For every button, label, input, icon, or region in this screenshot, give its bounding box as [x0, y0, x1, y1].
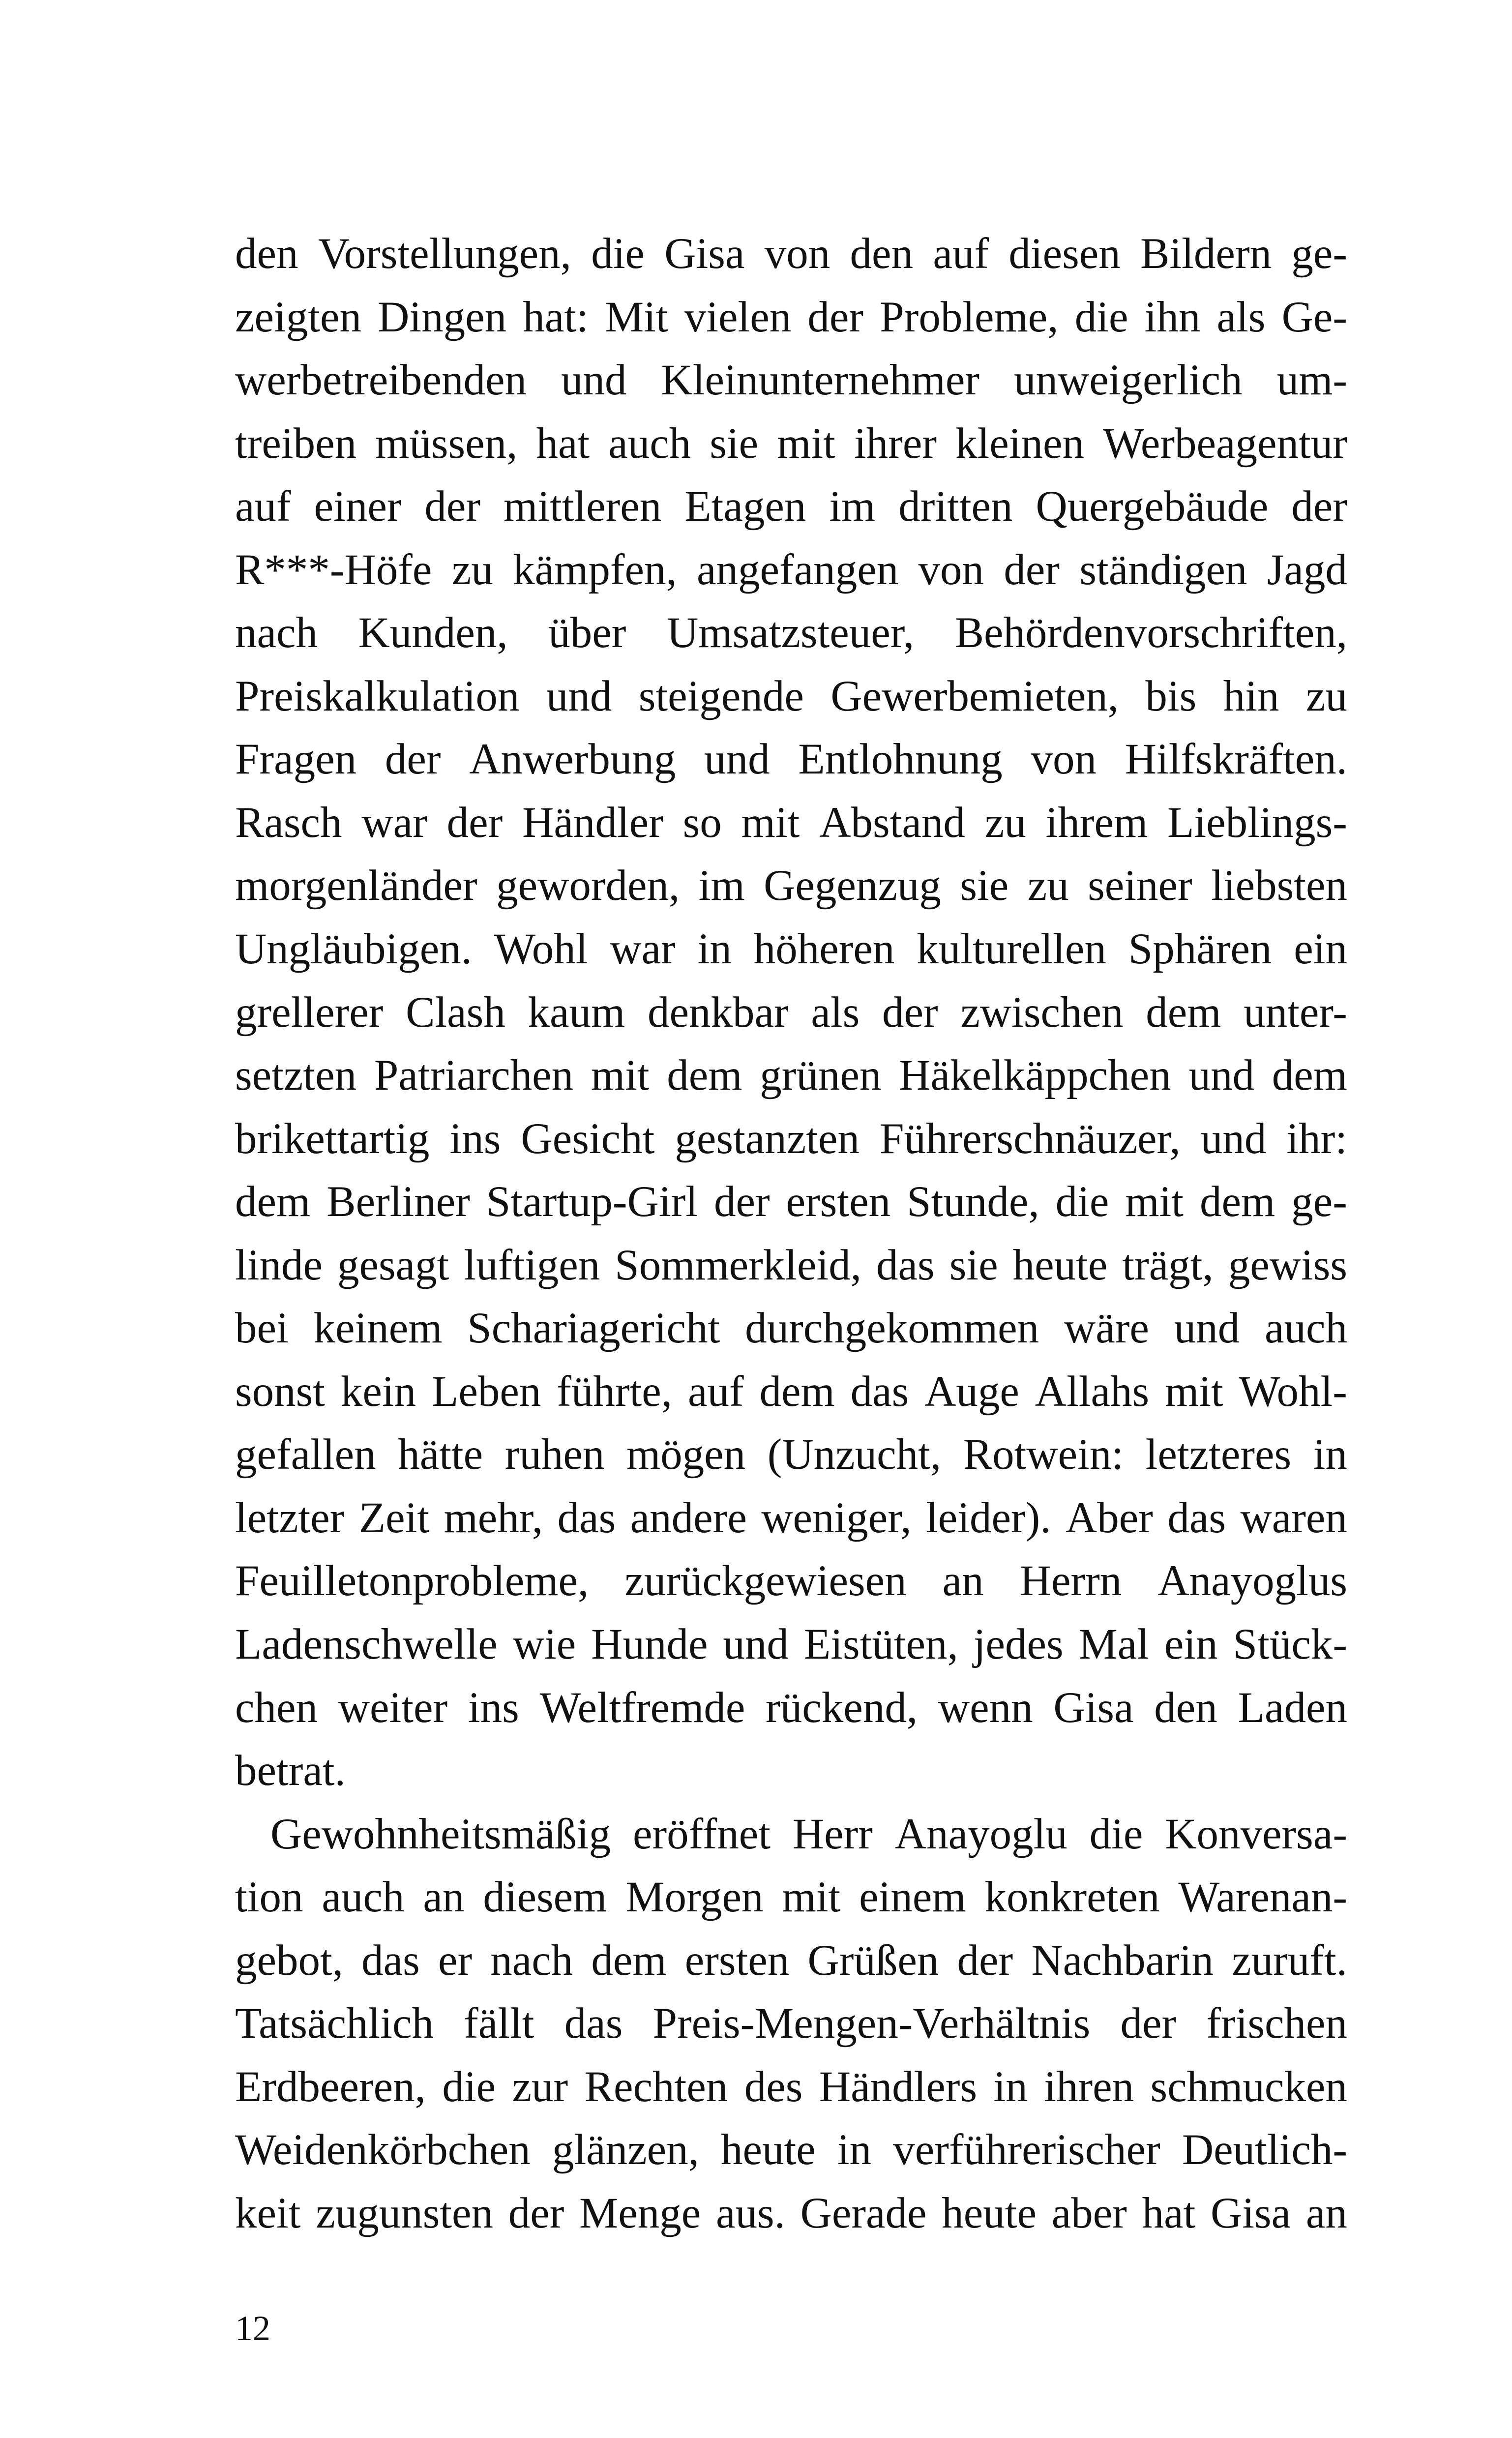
word: betrat. [235, 1747, 346, 1795]
word: keit [235, 2189, 301, 2237]
paragraph [235, 222, 1347, 1803]
word: Rechten [584, 2062, 728, 2111]
word: das [850, 1367, 909, 1416]
word: mit [591, 1051, 650, 1100]
page-number: 12 [235, 2309, 270, 2348]
word: Behördenvorschriften, [954, 609, 1347, 657]
word: den [235, 230, 298, 278]
word: er [438, 1936, 473, 1985]
text-line [235, 1613, 1347, 1676]
word: hin [1223, 672, 1279, 720]
word: auch [322, 1873, 405, 1922]
word: wäre [1064, 1304, 1149, 1353]
word: Gisa [1053, 1683, 1134, 1732]
word: ihn [1144, 293, 1201, 341]
word: Nachbarin [1031, 1936, 1214, 1985]
word: chen [235, 1683, 318, 1732]
word: grellerer [235, 988, 384, 1037]
word: Rotwein: [963, 1430, 1124, 1479]
word: dem [1146, 988, 1221, 1037]
word: wie [512, 1620, 576, 1669]
word: Hilfskräften. [1125, 735, 1347, 784]
word: Gesicht [521, 1114, 655, 1163]
word: auf [933, 230, 989, 278]
word: Hunde [591, 1620, 708, 1669]
word: führte, [557, 1367, 673, 1416]
word: morgenländer [235, 862, 477, 910]
word: sonst [235, 1367, 325, 1416]
word: der [1291, 482, 1347, 531]
word: in [697, 925, 732, 974]
word: Stück- [1233, 1620, 1347, 1669]
word: Sphären [1128, 925, 1272, 974]
word: in [837, 2126, 872, 2174]
text-line [235, 665, 1347, 728]
word: im [829, 482, 876, 531]
text-line [235, 1866, 1347, 1929]
word: um- [1276, 356, 1347, 405]
word: weiter [338, 1683, 448, 1732]
word: Jagd [1267, 545, 1347, 594]
word: (Unzucht, [767, 1430, 942, 1479]
word: mittleren [504, 482, 662, 531]
word: Erdbeeren, [235, 2062, 426, 2111]
word: wenn [938, 1683, 1033, 1732]
word: Herr [792, 1810, 873, 1858]
word: andere [630, 1493, 747, 1542]
word: ihrer [854, 419, 937, 468]
word: Stunde, [907, 1178, 1039, 1226]
word: im [698, 862, 745, 910]
text-line [235, 1487, 1347, 1550]
word: auch [1264, 1304, 1347, 1353]
word: Sommerkleid, [615, 1241, 862, 1289]
word: Feuilletonprobleme, [235, 1557, 589, 1606]
word: der [1004, 545, 1060, 594]
word: das [557, 1493, 616, 1542]
word: schmucken [1150, 2062, 1347, 2111]
word: Ungläubigen. [235, 925, 472, 974]
word: der [713, 1178, 770, 1226]
text-line [235, 2118, 1347, 2182]
word: in [1313, 1430, 1347, 1479]
text-line [235, 1107, 1347, 1171]
word: Werbeagentur [1103, 419, 1347, 468]
word: ge- [1291, 230, 1347, 278]
text-line [235, 1929, 1347, 1992]
word: dritten [898, 482, 1013, 531]
word: kämpfen, [513, 545, 677, 594]
word: zugunsten [316, 2189, 494, 2237]
word: Dingen [378, 293, 507, 341]
word: bis [1145, 672, 1197, 720]
word: Schariagericht [467, 1304, 720, 1353]
word: Kleinunternehmer [661, 356, 979, 405]
word: Bildern [1140, 230, 1272, 278]
word: Grüßen [807, 1936, 939, 1985]
word: der [446, 798, 503, 847]
text-line [235, 918, 1347, 981]
word: vielen [684, 293, 792, 341]
word: müssen, [375, 419, 518, 468]
word: geworden, [496, 862, 680, 910]
word: Führerschnäuzer, [880, 1114, 1181, 1163]
word: Leben [432, 1367, 541, 1416]
word: über [548, 609, 626, 657]
word: mehr, [444, 1493, 543, 1542]
word: der [1120, 1999, 1177, 2048]
word: denkbar [648, 988, 789, 1037]
word: die [442, 2062, 496, 2111]
word: und [1188, 1051, 1254, 1100]
word: leider). [926, 1493, 1051, 1542]
word: angefangen [697, 545, 899, 594]
paragraph [235, 1803, 1347, 2245]
word: die [591, 230, 645, 278]
body-text [235, 222, 1347, 2245]
word: zu [1305, 672, 1347, 720]
word: Häkelkäppchen [899, 1051, 1171, 1100]
text-line [235, 1234, 1347, 1297]
word: nach [490, 1936, 573, 1985]
text-line [235, 1803, 1347, 1866]
word: gesagt [337, 1241, 449, 1289]
word: ein [1294, 925, 1347, 974]
word: sie [949, 1241, 998, 1289]
word: der [882, 988, 938, 1037]
word: und [561, 356, 627, 405]
text-line [235, 222, 1347, 286]
word: Warenan- [1178, 1873, 1347, 1922]
text-line [235, 1044, 1347, 1107]
word: brikettartig [235, 1114, 430, 1163]
word: mit [782, 1873, 841, 1922]
word: sie [710, 419, 759, 468]
word: Morgen [625, 1873, 764, 1922]
word: ins [449, 1114, 501, 1163]
word: zu [451, 545, 493, 594]
word: und [723, 1620, 789, 1669]
word: heute [720, 2126, 816, 2174]
word: sie [960, 862, 1009, 910]
word: liebsten [1211, 862, 1347, 910]
word: Anayoglus [1157, 1557, 1347, 1606]
word: mit [1125, 1178, 1184, 1226]
word: Probleme, [880, 293, 1059, 341]
word: höheren [753, 925, 895, 974]
word: Gewerbemieten, [830, 672, 1119, 720]
word: grünen [760, 1051, 882, 1100]
word: hat [1142, 2189, 1196, 2237]
word: unter- [1244, 988, 1347, 1037]
text-line [235, 538, 1347, 602]
word: den [1154, 1683, 1217, 1732]
word: auf [687, 1367, 744, 1416]
word: war [361, 798, 427, 847]
word: ersten [786, 1178, 891, 1226]
word: Entlohnung [798, 735, 1003, 784]
word: zu [984, 798, 1026, 847]
word: Wohl [494, 925, 588, 974]
word: seiner [1088, 862, 1192, 910]
word: letzteres [1145, 1430, 1292, 1479]
text-line [235, 1676, 1347, 1740]
word: rückend, [766, 1683, 918, 1732]
word: Anwerbung [469, 735, 676, 784]
word: hätte [398, 1430, 483, 1479]
word: an [942, 1557, 984, 1606]
word: als [811, 988, 860, 1037]
word: jedes [973, 1620, 1064, 1669]
word: glänzen, [552, 2126, 699, 2174]
word: kaum [528, 988, 625, 1037]
word: Abstand [819, 798, 965, 847]
word: hat: [523, 293, 589, 341]
word: auch [608, 419, 691, 468]
word: Anayoglu [894, 1810, 1067, 1858]
word: kein [340, 1367, 416, 1416]
word: zuruft. [1232, 1936, 1347, 1985]
word: trägt, [1122, 1241, 1214, 1289]
word: eröffnet [632, 1810, 771, 1858]
text-line [235, 1992, 1347, 2055]
word: gewiss [1228, 1241, 1347, 1289]
word: einem [859, 1873, 966, 1922]
word: zurückgewiesen [624, 1557, 907, 1606]
word: unweigerlich [1013, 356, 1243, 405]
word: auf [235, 482, 291, 531]
word: verführerischer [893, 2126, 1160, 2174]
word: linde [235, 1241, 323, 1289]
word: die [1055, 1178, 1109, 1226]
word: der [385, 735, 441, 784]
word: werbetreibenden [235, 356, 527, 405]
word: mit [1165, 1367, 1223, 1416]
word: dem [759, 1367, 835, 1416]
word: dem [1272, 1051, 1347, 1100]
word: Mit [604, 293, 668, 341]
word: Umsatzsteuer, [667, 609, 915, 657]
word: dem [235, 1178, 311, 1226]
word: kleinen [955, 419, 1084, 468]
text-line [235, 475, 1347, 538]
word: die [1074, 293, 1128, 341]
word: so [682, 798, 722, 847]
word: ihr: [1286, 1114, 1347, 1163]
word: an [423, 1873, 465, 1922]
word: ersten [684, 1936, 790, 1985]
word: Fragen [235, 735, 357, 784]
word: luftigen [464, 1241, 600, 1289]
word: fällt [464, 1999, 534, 2048]
word: zwischen [960, 988, 1124, 1037]
text-line [235, 2055, 1347, 2119]
word: der [807, 293, 864, 341]
word: Lieblings- [1167, 798, 1347, 847]
word: das [361, 1936, 420, 1985]
word: und [1174, 1304, 1240, 1353]
text-line [235, 601, 1347, 665]
word: diesem [483, 1873, 607, 1922]
word: nach [235, 609, 318, 657]
word: Allahs [1035, 1367, 1150, 1416]
word: Deutlich- [1182, 2126, 1347, 2174]
word: Weidenkörbchen [235, 2126, 531, 2174]
text-line [235, 1170, 1347, 1234]
text-line [235, 1297, 1347, 1360]
word: Gerade [800, 2189, 927, 2237]
word: mögen [626, 1430, 746, 1479]
word: Tatsächlich [235, 1999, 434, 2048]
text-line [235, 1549, 1347, 1613]
word: Berliner [326, 1178, 470, 1226]
word: einer [314, 482, 402, 531]
word: und [704, 735, 770, 784]
word: des [744, 2062, 803, 2111]
word: Mal [1078, 1620, 1149, 1669]
word: der [508, 2189, 564, 2237]
word: Eistüten, [803, 1620, 958, 1669]
word: ihrem [1045, 798, 1148, 847]
word: Clash [406, 988, 505, 1037]
word: Gisa [664, 230, 745, 278]
word: zeigten [235, 293, 361, 341]
text-line [235, 1739, 1347, 1803]
word: an [1305, 2189, 1347, 2237]
word: als [1216, 293, 1266, 341]
text-line [235, 286, 1347, 349]
word: und [546, 672, 612, 720]
word: mit [741, 798, 800, 847]
word: Herrn [1019, 1557, 1122, 1606]
word: waren [1240, 1493, 1347, 1542]
word: setzten [235, 1051, 357, 1100]
word: zur [512, 2062, 568, 2111]
word: Patriarchen [374, 1051, 574, 1100]
word: Händler [522, 798, 663, 847]
word: von [1031, 735, 1097, 784]
word: war [610, 925, 676, 974]
word: Zeit [358, 1493, 430, 1542]
word: dem [591, 1936, 667, 1985]
word: Gisa [1211, 2189, 1291, 2237]
word: Weltfremde [539, 1683, 745, 1732]
word: dem [1200, 1178, 1275, 1226]
word: Konversa- [1165, 1810, 1347, 1858]
word: Quergebäude [1036, 482, 1269, 531]
word: heute [942, 2189, 1037, 2237]
word: Startup-Girl [486, 1178, 698, 1226]
word: weniger, [761, 1493, 912, 1542]
word: steigende [638, 672, 804, 720]
word: aus. [716, 2189, 785, 2237]
word: Laden [1238, 1683, 1347, 1732]
word: Vorstellungen, [318, 230, 571, 278]
word: Preiskalkulation [235, 672, 520, 720]
text-line [235, 349, 1347, 412]
word: und [1200, 1114, 1267, 1163]
word: die [1089, 1810, 1143, 1858]
word: Kunden, [358, 609, 508, 657]
word: frischen [1206, 1999, 1347, 2048]
word: ins [468, 1683, 519, 1732]
word: bei [235, 1304, 289, 1353]
word: aber [1051, 2189, 1127, 2237]
word: ein [1164, 1620, 1218, 1669]
word: keinem [313, 1304, 443, 1353]
word: der [957, 1936, 1013, 1985]
word: gestanzten [675, 1114, 860, 1163]
word: Etagen [684, 482, 806, 531]
word: Gegenzug [764, 862, 941, 910]
word: dem [667, 1051, 742, 1100]
word: durchgekommen [745, 1304, 1039, 1353]
word: Auge [924, 1367, 1019, 1416]
word: von [764, 230, 830, 278]
word: das [1167, 1493, 1226, 1542]
word: das [564, 1999, 623, 2048]
text-line [235, 412, 1347, 476]
word: gebot, [235, 1936, 343, 1985]
word: tion [235, 1873, 303, 1922]
word: Wohl- [1239, 1367, 1347, 1416]
word: treiben [235, 419, 357, 468]
text-line [235, 2182, 1347, 2245]
word: ihren [1044, 2062, 1134, 2111]
word: in [993, 2062, 1028, 2111]
word: gefallen [235, 1430, 376, 1479]
word: Ladenschwelle [235, 1620, 498, 1669]
word: Gewohnheitsmäßig [270, 1810, 611, 1858]
word: Händlers [819, 2062, 978, 2111]
word: mit [777, 419, 835, 468]
text-line [235, 1360, 1347, 1424]
word: der [424, 482, 481, 531]
word: kulturellen [917, 925, 1106, 974]
word: ständigen [1079, 545, 1247, 594]
text-line [235, 728, 1347, 791]
word: ge- [1291, 1178, 1347, 1226]
word: Preis-Mengen-Verhältnis [652, 1999, 1091, 2048]
word: das [876, 1241, 935, 1289]
text-line [235, 791, 1347, 855]
word: konkreten [984, 1873, 1160, 1922]
word: heute [1012, 1241, 1108, 1289]
word: Menge [579, 2189, 701, 2237]
word: den [850, 230, 914, 278]
text-line [235, 981, 1347, 1044]
word: zu [1027, 862, 1069, 910]
word: letzter [235, 1493, 345, 1542]
word: diesen [1008, 230, 1121, 278]
word: Rasch [235, 798, 342, 847]
word: R***-Höfe [235, 545, 432, 594]
text-line [235, 854, 1347, 918]
text-line [235, 1423, 1347, 1487]
word: Ge- [1281, 293, 1347, 341]
word: von [918, 545, 984, 594]
word: ruhen [504, 1430, 605, 1479]
word: hat [536, 419, 590, 468]
word: Aber [1066, 1493, 1153, 1542]
